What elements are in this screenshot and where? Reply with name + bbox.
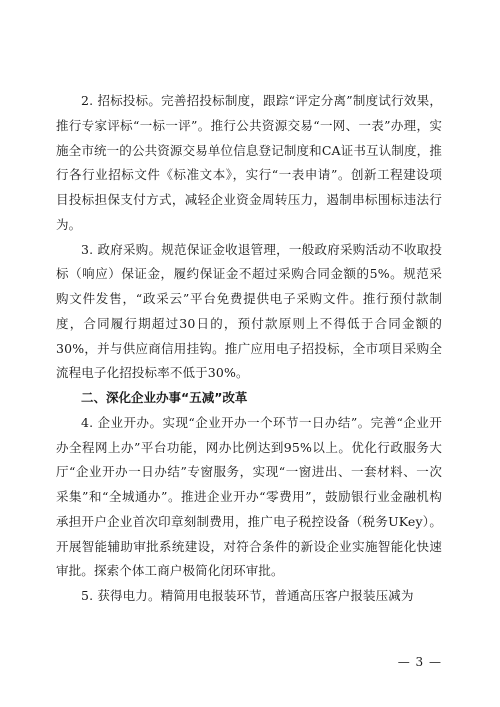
paragraph-electricity: 5. 获得电力。精简用电报装环节，普通高压客户报装压减为 bbox=[81, 588, 414, 603]
paragraph-bidding: 2. 招标投标。完善招投标制度，跟踪“评定分离”制度试行效果，推行专家评标“一标一评”。推行公共资源交易“一网、一表”办理，实施全市统一的公共资源交易单位信息登记制度和CA证书互认制度，推行各行业招标文件《标准文本》，实行“一表申请”。创新工程建设项目投标担保支付方式，减轻企业资金周转压力，遏制串标围标违法行为。 bbox=[56, 93, 442, 232]
paragraph-business-startup: 4. 企业开办。实现“企业开办一个环节一日办结”。完善“企业开办全程网上办”平台功能，网办比例达到95%以上。优化行政服务大厅“企业开办一日办结”专窗服务，实现“一窗进出、一套材料、一次采集”和“全城通办”。推进企业开办“零费用”，鼓励银行业金融机构承担开户企业首次印章刻制费用，推广电子税控设备（税务UKey）。开展智能辅助审批系统建设，对符合条件的新设企业实施智能化快速审批。探索个体工商户极简化闭环审批。 bbox=[56, 414, 442, 579]
section-heading: 二、深化企业办事“五减”改革 bbox=[81, 390, 248, 405]
document-body bbox=[56, 89, 442, 609]
paragraph-procurement: 3. 政府采购。规范保证金收退管理，一般政府采购活动不收取投标（响应）保证金，履约保证金不超过采购合同金额的5%。规范采购文件发售，“政采云”平台免费提供电子采购文件。推行预付款制度，合同履行期超过30日的，预付款原则上不得低于合同金额的30%，并与供应商信用挂钩。推广应用电子招投标，全市项目采购全流程电子化招投标率不低于30%。 bbox=[56, 241, 442, 381]
page-number: — 3 — bbox=[397, 655, 442, 669]
